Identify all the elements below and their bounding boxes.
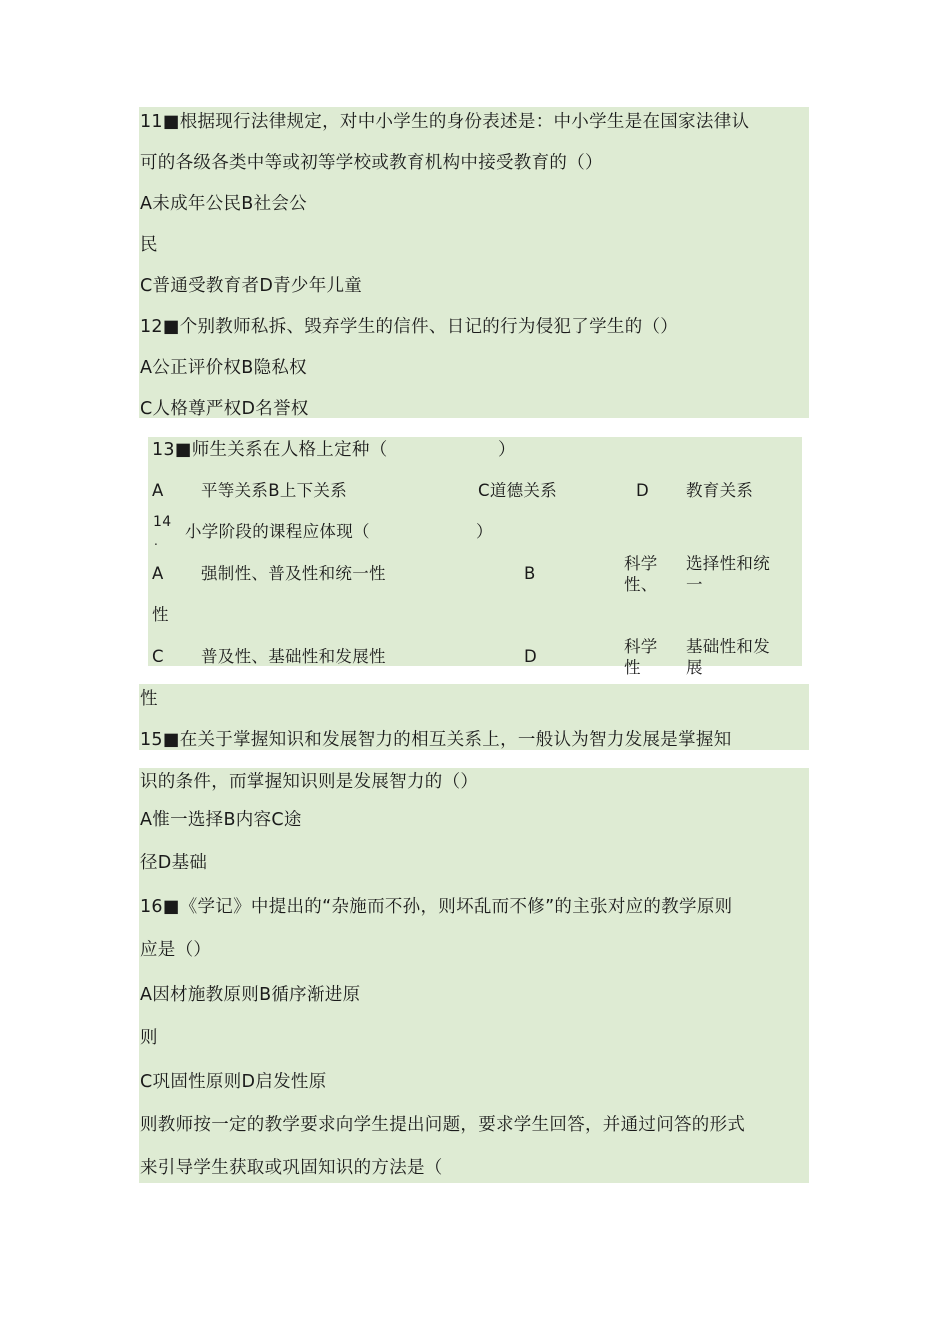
q12-options-cd: C人格尊严权D名誉权 (140, 399, 309, 419)
q13-option-d-letter: D (636, 481, 650, 500)
q13-option-c-text: C道德关系 (478, 481, 558, 500)
q14-stem: 小学阶段的课程应体现（ (185, 522, 370, 541)
q14-option-b-mid-2: 性、 (624, 575, 658, 594)
q14-option-c-text: 普及性、基础性和发展性 (201, 647, 386, 666)
q14-option-b-letter: B (524, 564, 536, 583)
q15-line1: 15■在关于掌握知识和发展智力的相互关系上，一般认为智力发展是掌握知 (140, 730, 732, 750)
q12-stem: 12■个别教师私拆、毁弃学生的信件、日记的行为侵犯了学生的（） (140, 317, 679, 337)
q14-option-d-right-2: 展 (686, 658, 703, 677)
q14-option-a-text: 强制性、普及性和统一性 (201, 564, 386, 583)
q17-line1: 则教师按一定的教学要求向学生提出问题，要求学生回答，并通过问答的形式 (140, 1115, 746, 1135)
q14-number: 14 (153, 514, 172, 530)
q14-option-d-mid-1: 科学 (624, 637, 658, 656)
q14-option-b-cont: 性 (152, 605, 169, 624)
q11-line2: 可的各级各类中等或初等学校或教育机构中接受教育的（） (140, 153, 603, 173)
q16-line2: 应是（） (140, 940, 212, 960)
q11-options-ab: A未成年公民B社会公 (140, 194, 307, 214)
q16-line1: 16■《学记》中提出的“杂施而不孙，则坏乱而不修”的主张对应的教学原则 (140, 897, 733, 917)
q15-options-abc: A惟一选择B内容C途 (140, 810, 302, 830)
q14-option-b-right-2: 一 (686, 575, 703, 594)
q11-options-cd: C普通受教育者D青少年儿童 (140, 276, 363, 296)
q15-options-cont: 径D基础 (140, 853, 208, 873)
q14-option-c-letter: C (152, 647, 164, 666)
q11-options-ab-cont: 民 (140, 235, 158, 255)
q12-options-ab: A公正评价权B隐私权 (140, 358, 307, 378)
q14-option-d-letter: D (524, 647, 538, 666)
q13-option-a-text: 平等关系B上下关系 (201, 481, 348, 500)
q13-stem: 13■师生关系在人格上定种（ (152, 440, 388, 460)
q14-option-b-mid-1: 科学 (624, 554, 658, 573)
q17-line2: 来引导学生获取或巩固知识的方法是（ (140, 1158, 443, 1178)
q14-option-d-mid-2: 性 (624, 658, 641, 677)
question-table-13-14 (148, 437, 802, 677)
q13-option-a-letter: A (152, 481, 164, 500)
q14-option-d-cont: 性 (140, 689, 158, 709)
q15-line2: 识的条件，而掌握知识则是发展智力的（） (140, 772, 479, 792)
q16-options-cd: C巩固性原则D启发性原 (140, 1072, 327, 1092)
q11-line1: 11■根据现行法律规定，对中小学生的身份表述是：中小学生是在国家法律认 (140, 112, 750, 132)
q13-option-d-text: 教育关系 (686, 481, 754, 500)
q16-options-ab-cont: 则 (140, 1028, 158, 1048)
q14-option-a-letter: A (152, 564, 164, 583)
q14-option-b-right-1: 选择性和统 (686, 554, 770, 573)
q13-stem-close: ） (498, 440, 516, 460)
q14-option-d-right-1: 基础性和发 (686, 637, 770, 656)
q16-options-ab: A因材施教原则B循序渐进原 (140, 985, 361, 1005)
q14-number-dot: . (154, 534, 159, 548)
q14-stem-close: ） (476, 522, 493, 541)
